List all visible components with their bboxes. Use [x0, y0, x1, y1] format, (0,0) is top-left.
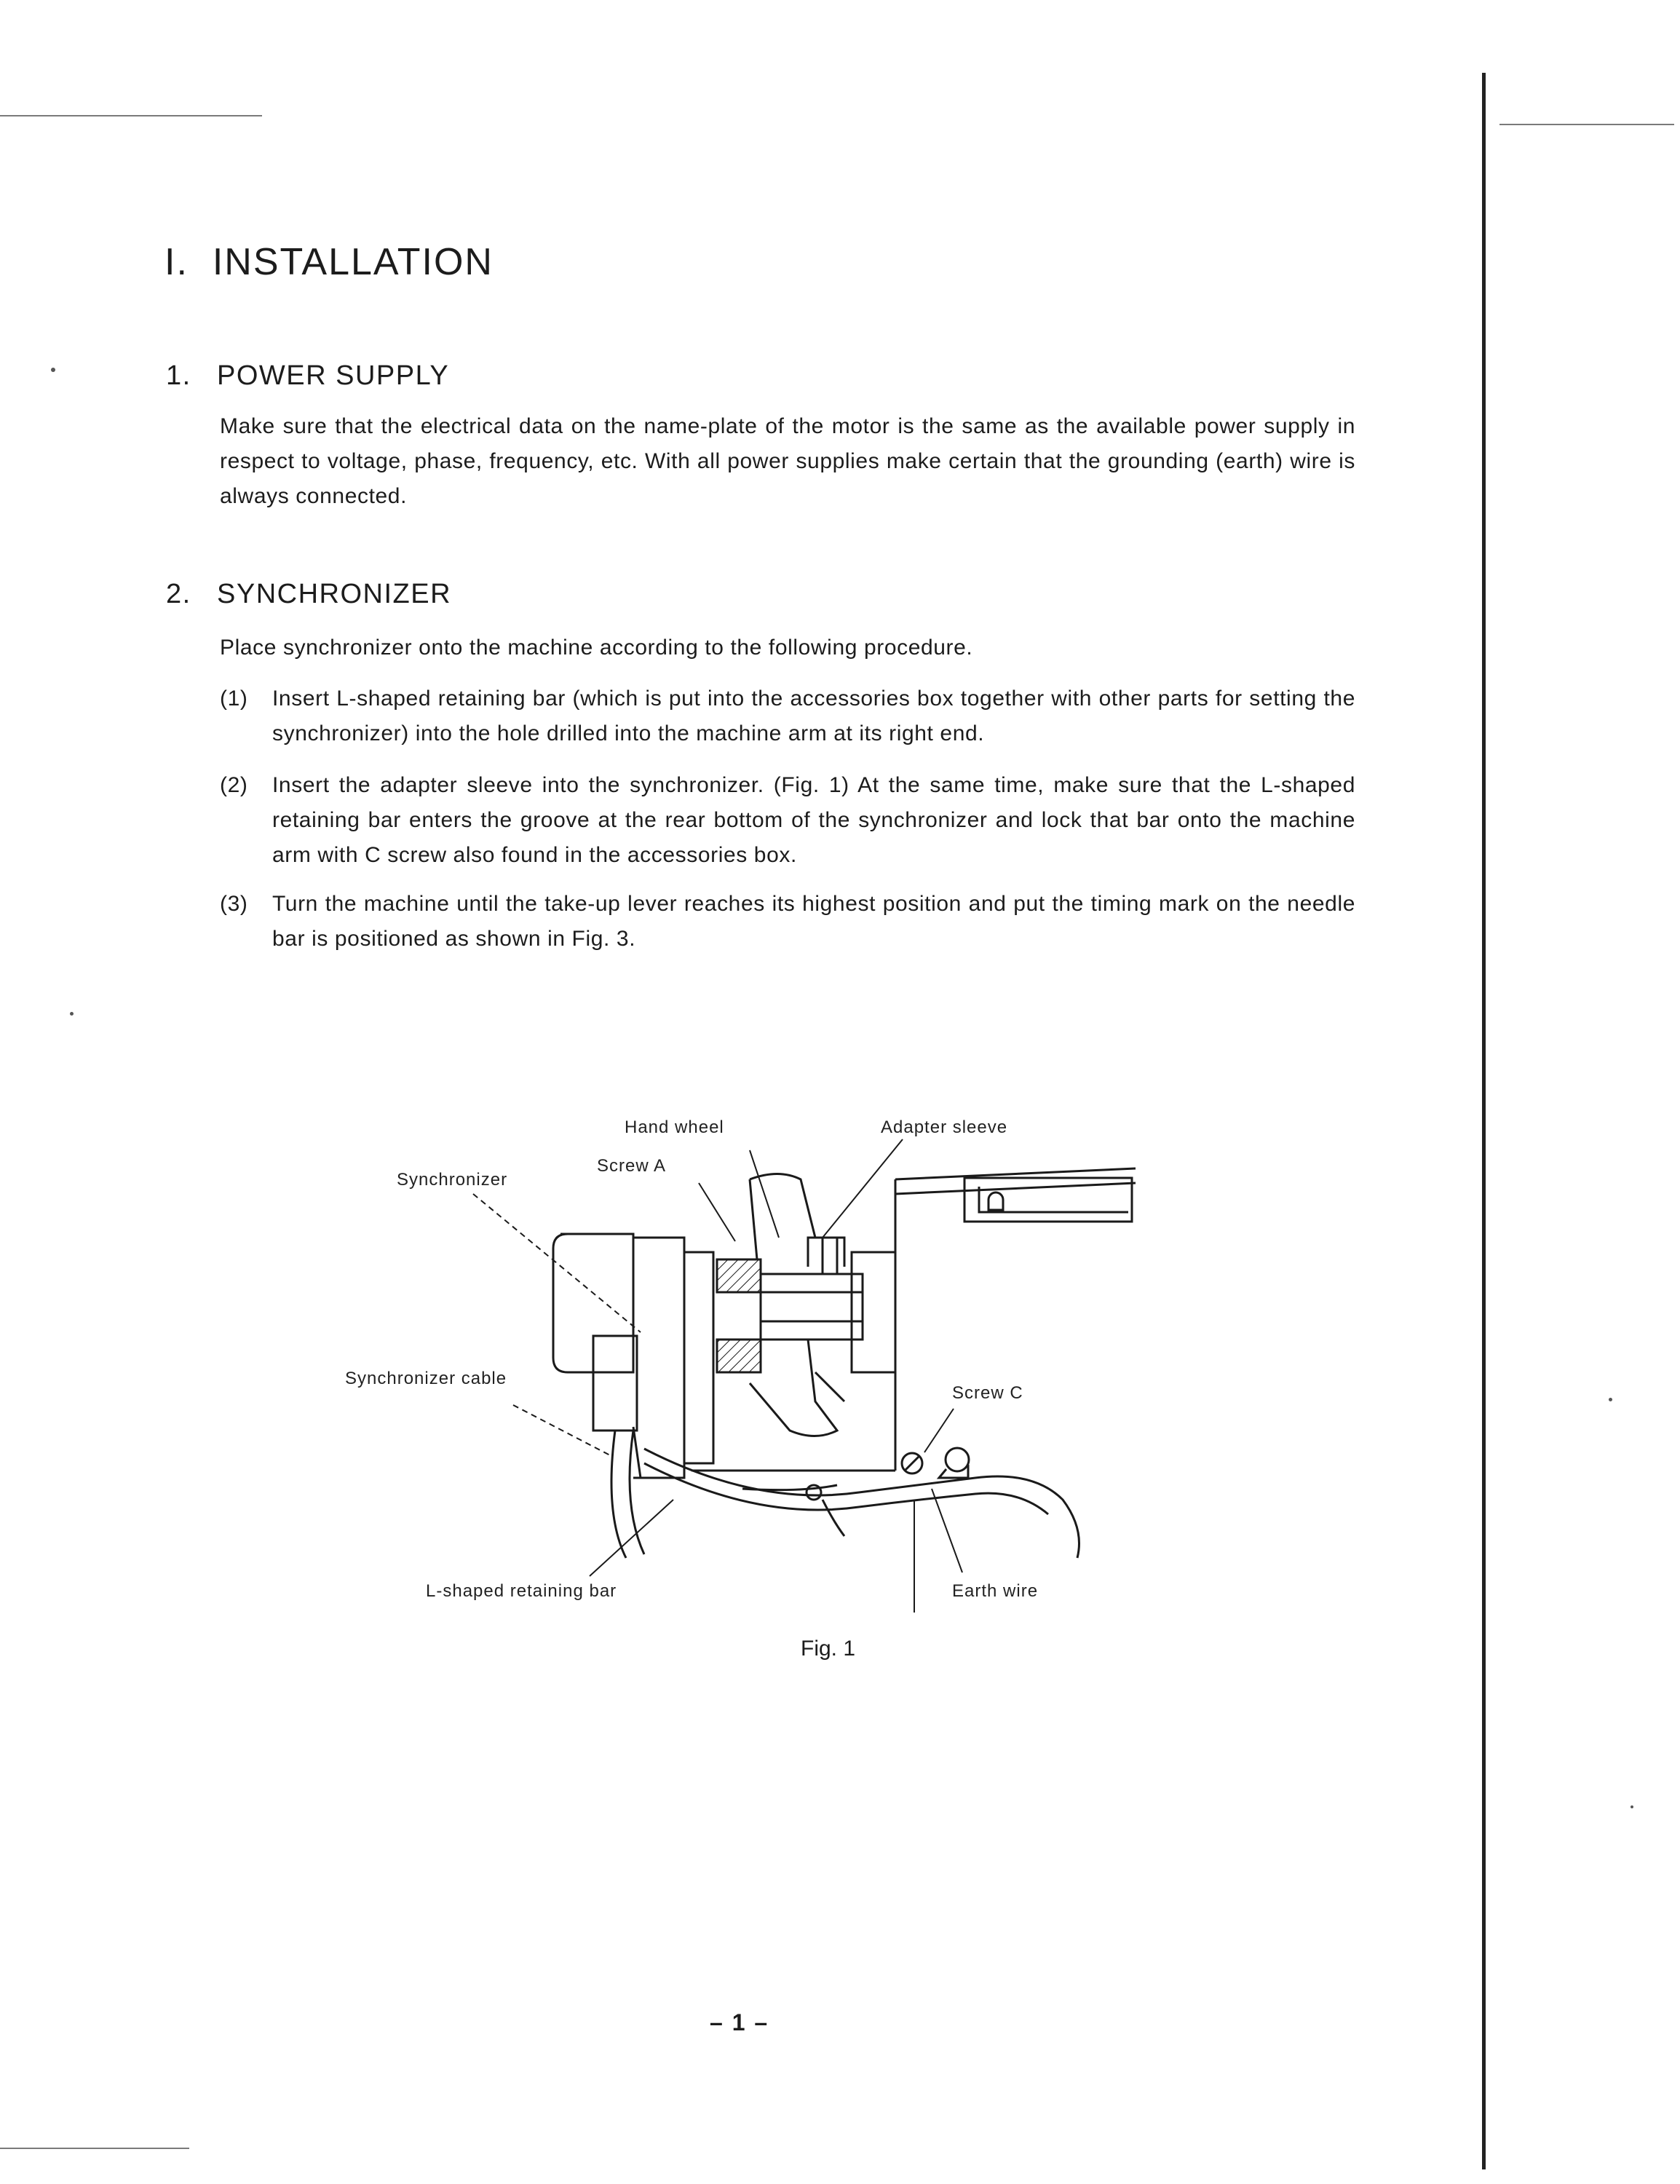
- figure-caption: Fig. 1: [801, 1637, 856, 1661]
- step-text: Insert the adapter sleeve into the synchronizer. (Fig. 1) At the same time, make sure that the L-shaped retaining bar enters the groove at the rear bottom of the synchronizer and lock that bar onto the machine arm with C screw also found in the accessories box.: [272, 773, 1355, 867]
- scan-speck: [1631, 1805, 1633, 1808]
- screw-c: [902, 1453, 922, 1473]
- label-adapter-sleeve: Adapter sleeve: [881, 1117, 1008, 1137]
- earth-wire-terminal: [939, 1448, 969, 1478]
- section-title: POWER SUPPLY: [217, 360, 450, 391]
- label-screw-c: Screw C: [952, 1383, 1023, 1403]
- synchronizer-intro: Place synchronizer onto the machine according to the following procedure.: [220, 636, 973, 660]
- label-screw-a: Screw A: [597, 1156, 667, 1176]
- synchronizer-body: [553, 1234, 713, 1478]
- label-synchronizer: Synchronizer: [397, 1170, 508, 1190]
- machine-arm: [692, 1168, 1136, 1471]
- leader-lines: [473, 1139, 962, 1613]
- label-hand-wheel: Hand wheel: [625, 1117, 724, 1137]
- step-number: (2): [220, 773, 248, 797]
- step-text: Turn the machine until the take-up lever reaches its highest position and put the timing mark on the needle bar is positioned as shown in Fig. 3.: [272, 892, 1355, 951]
- cables: [611, 1431, 1079, 1558]
- step-number: (3): [220, 892, 248, 916]
- step-text: Insert L-shaped retaining bar (which is put into the accessories box together with other parts for setting the synchronizer) into the hole drilled into the machine arm at its right end.: [272, 687, 1355, 745]
- hub-assembly: [717, 1252, 895, 1372]
- chapter-title: INSTALLATION: [212, 241, 494, 283]
- section-title: SYNCHRONIZER: [217, 579, 452, 609]
- label-l-shaped-retaining-bar: L-shaped retaining bar: [426, 1581, 617, 1601]
- scan-speck: [51, 368, 55, 372]
- step-number: (1): [220, 687, 248, 711]
- scan-speck: [70, 1012, 74, 1016]
- chapter-numeral: I.: [165, 241, 189, 283]
- label-synchronizer-cable: Synchronizer cable: [345, 1369, 507, 1388]
- section-number: 2.: [166, 579, 191, 609]
- page-number: – 1 –: [710, 2009, 769, 2035]
- label-earth-wire: Earth wire: [952, 1581, 1039, 1601]
- section-number: 1.: [166, 360, 191, 391]
- hand-wheel: [750, 1174, 844, 1436]
- power-supply-text: Make sure that the electrical data on the name-plate of the motor is the same as the available power supply in respect to voltage, phase, frequency, etc. With all power supplies make certain that the grounding (earth) wire is always connected.: [220, 414, 1355, 508]
- scan-speck: [1609, 1398, 1612, 1401]
